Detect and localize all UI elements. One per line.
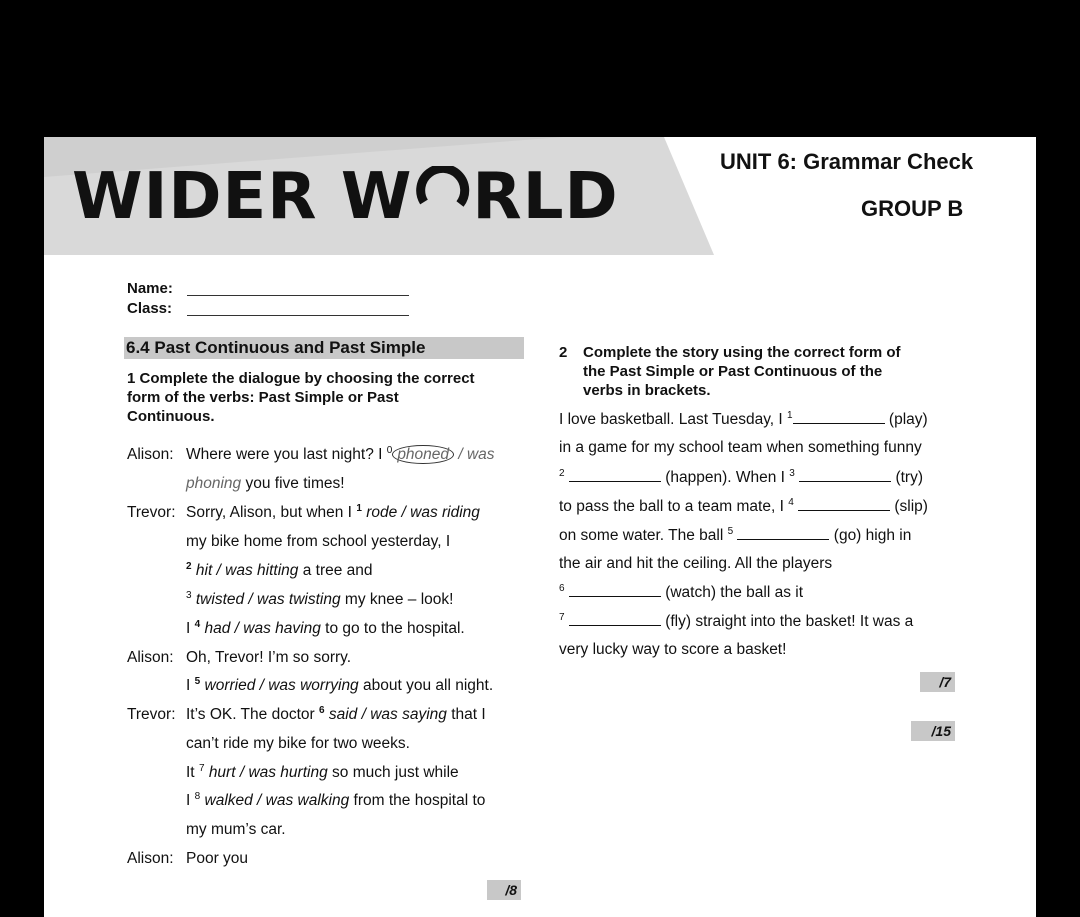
exercise-1-instructions: 1 Complete the dialogue by choosing the correct form of the verbs: Past Simple or Past Continuous. <box>127 370 475 425</box>
answer-choice-1[interactable]: rode / was riding <box>366 504 480 521</box>
answer-choice-5[interactable]: worried / was worrying <box>204 677 359 694</box>
story-line: in a game for my school team when something funny <box>559 439 922 456</box>
answer-choice-4[interactable]: had / was having <box>204 620 321 637</box>
class-line[interactable] <box>187 315 409 316</box>
gap-7[interactable] <box>569 611 661 626</box>
unit-title: UNIT 6: Grammar Check <box>720 149 974 174</box>
story-line: $^6$ (watch) the ball as it <box>559 583 804 601</box>
gap-4[interactable] <box>798 496 890 511</box>
logo-ring-icon <box>414 163 470 219</box>
worksheet-page: WIDER W RLD UNIT 6: Grammar Check GROUP B Name: Class: 6.4 Past Continuous and Past Simple 1 Complete the dialogue by choosing the correct form of the verbs: Past Simple or Past Continuous. Alison: Where were you last night? I $^0$ phoned / was phoning you five times! Trevor: Sorry, Alison, but when I $^1$ rode / was riding my bike home from school yesterday, I $^2$ hit / was hitting a tree and $^3$ twisted / was twisting my knee – look! I $^4$ had / was having to go to the hospital. Alison: Oh, Trevor! I’m so sorry. I $^5$ worried / was worrying about you all night. Trevor: It’s OK. The doctor $^6$ said / was saying that I can’t ride my bike for two weeks. It $^7$ hurt / was hurting so much just while I $^8$ walked / was walking from the hospital to my mum’s car. Alison: Poor you /8 2 Complete the story using the correct form of the Past Simple or Past Continuous of the verbs in brackets. I love basketball. Last Tuesday, I $^1$ (play) in a game for my school team when something funny $^2$ (happen). When I $^3$ (try) to pass the ball to a team mate, I $^4$ (slip) on some water. The ball $^5$ (go) high in the air and hit the ceiling. All the players $^6$ (watch) the ball as it $^7$ (fly) straight into the basket! It was a very lucky way to score a basket! /7 /15 <box>44 137 1036 917</box>
story-line: very lucky way to score a basket! <box>559 641 787 658</box>
name-field: Name: <box>127 280 173 297</box>
story-line: I love basketball. Last Tuesday, I $^1$ (play) <box>559 410 928 428</box>
answer-choice-8[interactable]: walked / was walking <box>204 792 350 809</box>
wider-world-logo: WIDER W RLD <box>72 160 619 234</box>
exercise-2-score-box: /7 <box>920 672 955 692</box>
answer-choice-2[interactable]: hit / was hitting <box>195 562 299 579</box>
group-title: GROUP B <box>861 196 964 221</box>
answer-choice-7[interactable]: hurt / was hurting <box>208 764 328 781</box>
story-line: $^7$ (fly) straight into the basket! It was a <box>559 612 914 630</box>
gap-3[interactable] <box>799 467 891 482</box>
answer-choice-example[interactable]: phoned <box>392 445 454 464</box>
exercise-2-instructions: 2 Complete the story using the correct form of the Past Simple or Past Continuous of the verbs in brackets. <box>559 344 901 399</box>
answer-choice-3[interactable]: twisted / was twisting <box>195 591 341 608</box>
gap-6[interactable] <box>569 582 661 597</box>
section-heading: 6.4 Past Continuous and Past Simple <box>124 337 524 359</box>
class-field: Class: <box>127 300 172 317</box>
answer-choice-6[interactable]: said / was saying <box>328 706 447 723</box>
story-line: on some water. The ball $^5$ (go) high in <box>559 526 912 544</box>
gap-5[interactable] <box>737 525 829 540</box>
story-line: the air and hit the ceiling. All the players <box>559 555 833 572</box>
story-line: $^2$ (happen). When I $^3$ (try) <box>559 468 923 486</box>
gap-1[interactable] <box>793 409 885 424</box>
total-score-box: /15 <box>911 721 955 741</box>
story-line: to pass the ball to a team mate, I $^4$ (slip) <box>559 497 928 515</box>
name-line[interactable] <box>187 295 409 296</box>
exercise-1-score-box: /8 <box>487 880 521 900</box>
gap-2[interactable] <box>569 467 661 482</box>
